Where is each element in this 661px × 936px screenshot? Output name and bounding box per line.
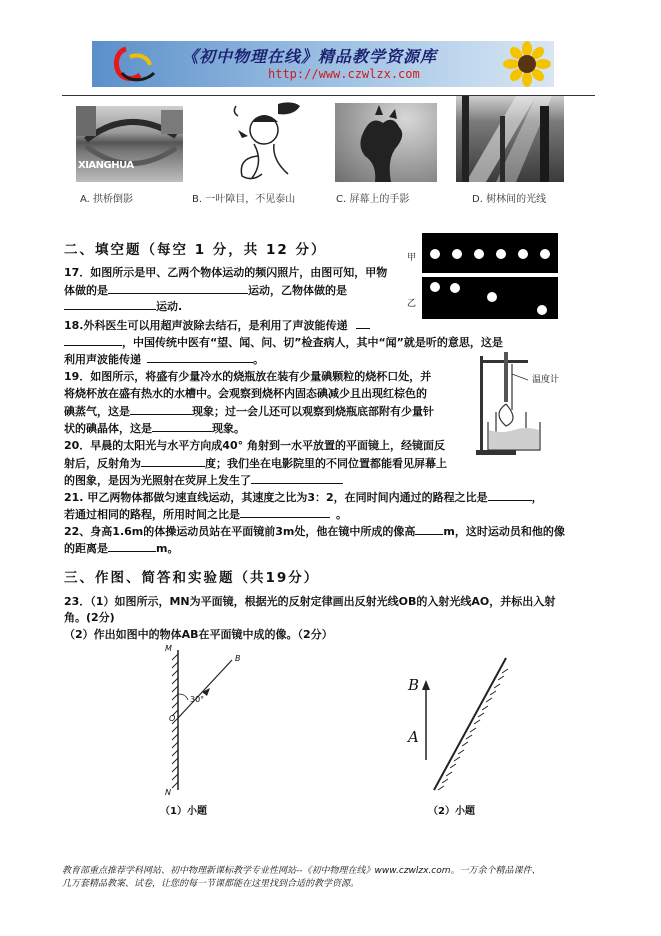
- option-b-letter: B.: [192, 194, 203, 205]
- q22-line1: [64, 523, 565, 539]
- q17-line2-a: 体做的是: [64, 284, 108, 297]
- banner-logo-icon: [98, 43, 168, 85]
- q17-blank-1: [108, 282, 248, 294]
- banner-title: 《初中物理在线》精品教学资源库: [182, 47, 438, 66]
- q18-line1: [64, 317, 370, 333]
- strobe-photo-yi: [422, 277, 558, 319]
- option-c-letter: C.: [336, 194, 347, 205]
- section-2-title: 二、填空题（每空 1 分，共 12 分）: [64, 242, 327, 258]
- image-forest-light: [456, 96, 564, 182]
- fig1-label-m: M: [165, 644, 172, 653]
- q21-line1: [64, 489, 543, 505]
- option-b-text: 一叶障目，不见泰山: [205, 194, 296, 205]
- q17-blank-2: [64, 298, 156, 310]
- q17-line1: 17．如图所示是甲、乙两个物体运动的频闪照片，由图可知，甲物: [64, 266, 388, 279]
- q21-blank-1: [488, 489, 532, 501]
- mirror-reflection-figure: [160, 644, 270, 800]
- q17-line2: [64, 282, 347, 298]
- q21-blank-2: [240, 506, 330, 518]
- fig1-label-b: B: [235, 654, 241, 663]
- image-watermark: XIANGHUA: [78, 160, 134, 171]
- image-hand-shadow: [335, 103, 437, 182]
- fig2-label-a: A: [408, 728, 419, 746]
- yi-balls-icon: [422, 277, 558, 319]
- q20-blank-1: [141, 455, 205, 467]
- q19-line4-a: 状的碘晶体，这是: [64, 422, 152, 435]
- footer-line1: 教育部重点推荐学科网站、初中物理新课标教学专业性网站--《初中物理在线》www.czwlzx.com。一万余个精品课件、: [62, 866, 541, 876]
- q21-line1-b: ，: [531, 491, 543, 504]
- q18-blank-1a: [356, 317, 370, 329]
- q22-line2: [64, 540, 178, 556]
- q19-line4-b: 现象。: [212, 422, 245, 435]
- option-a-caption: [80, 190, 133, 205]
- q20-line2-a: 射后，反射角为: [64, 457, 141, 470]
- q19-blank-2: [152, 420, 212, 432]
- q22-line1-b: m，这时运动员和他的像: [443, 525, 565, 538]
- q18-line2-text: ，中国传统中医有“望、闻、问、切”检查病人，其中“闻”就是听的意思，这是: [122, 336, 503, 349]
- sunflower-icon: [500, 41, 554, 87]
- q17-line3-text: 运动.: [156, 300, 183, 313]
- q18-line1-text: 18.外科医生可以用超声波除去结石，是利用了声波能传递: [64, 319, 348, 332]
- q21-line2: [64, 506, 347, 522]
- q22-blank-2: [108, 540, 156, 552]
- option-d-caption: [472, 190, 546, 205]
- q19-line2: 将烧杯放在盛有热水的水槽中。会观察到烧杯内固态碘减少且出现红棕色的: [64, 387, 427, 400]
- option-d-letter: D.: [472, 194, 483, 205]
- q18-line3-a: 利用声波能传递: [64, 353, 141, 366]
- image-bridge-reflection: [76, 106, 183, 182]
- option-c-text: 屏幕上的手影: [349, 194, 410, 205]
- q18-line3-b: 。: [253, 353, 264, 366]
- option-a-letter: A.: [80, 194, 90, 205]
- q20-line3-text: 的图象，是因为光照射在荧屏上发生了: [64, 474, 251, 487]
- q23-line1: 23．（1）如图所示，MN为平面镜，根据光的反射定律画出反射光线OB的入射光线AO，并标出入射: [64, 595, 556, 608]
- fig2-caption: （2）小题: [428, 806, 475, 817]
- fig1-label-o: O: [169, 714, 176, 723]
- thermometer-label: 温度计: [532, 375, 560, 385]
- strobe-photo-jia: [422, 233, 558, 273]
- q18-line3: [64, 351, 264, 367]
- banner-url: http://www.czwlzx.com: [268, 67, 420, 81]
- hand-shadow-shape-icon: [335, 103, 437, 182]
- option-c-caption: [336, 190, 409, 205]
- image-leaf-blocking-eye: [218, 96, 318, 182]
- option-d-text: 树林间的光线: [486, 194, 547, 205]
- fig1-angle: 30°: [190, 695, 205, 704]
- section-3-title: 三、作图、简答和实验题（共19分）: [64, 570, 320, 586]
- q20-line3: [64, 472, 343, 488]
- forest-rays-icon: [456, 96, 564, 182]
- q19-line3: [64, 403, 434, 419]
- q22-line1-a: 22、身高1.6m的体操运动员站在平面镜前3m处，他在镜中所成的像高: [64, 525, 416, 538]
- header-banner: [92, 41, 554, 87]
- q20-blank-2: [251, 472, 343, 484]
- option-a-text: 拱桥倒影: [93, 194, 134, 205]
- q21-line2-a: 若通过相同的路程，所用时间之比是: [64, 508, 240, 521]
- fig1-label-n: N: [165, 788, 171, 797]
- q19-line4: [64, 420, 245, 436]
- jia-balls-icon: [422, 233, 558, 273]
- q17-line2-b: 运动，乙物体做的是: [248, 284, 347, 297]
- q23-line3: （2）作出如图中的物体AB在平面镜中成的像。（2分）: [64, 628, 333, 641]
- photo-label-yi: 乙: [407, 299, 417, 309]
- q22-line2-b: m。: [156, 542, 179, 555]
- q19-line3-b: 现象；过一会儿还可以观察到烧瓶底部附有少量针: [192, 405, 434, 418]
- object-mirror-figure: [398, 650, 518, 795]
- q22-blank-1: [415, 523, 443, 535]
- q23-line2: 角。(2分): [64, 611, 115, 624]
- q17-line3: [64, 298, 182, 314]
- q20-line1: 20．早晨的太阳光与水平方向成40° 角射到一水平放置的平面镜上，经镜面反: [64, 439, 445, 452]
- q21-line1-a: 21. 甲乙两物体都做匀速直线运动，其速度之比为3：2，在同时间内通过的路程之比是: [64, 491, 488, 504]
- q19-blank-1: [130, 403, 192, 415]
- q19-line3-a: 碘蒸气，这是: [64, 405, 130, 418]
- fig1-caption: （1）小题: [160, 806, 207, 817]
- q18-blank-2: [147, 351, 253, 363]
- footer-line2: 几万套精品教案、试卷，让您的每一节课都能在这里找到合适的教学资源。: [62, 879, 360, 889]
- q18-blank-1b: [64, 334, 122, 346]
- photo-label-jia: 甲: [407, 253, 417, 263]
- q18-line2: [64, 334, 503, 350]
- q22-line2-a: 的距离是: [64, 542, 108, 555]
- q20-line2: [64, 455, 447, 471]
- option-b-caption: [192, 190, 295, 205]
- q21-line2-b: 。: [336, 508, 347, 521]
- iodine-apparatus-figure: [468, 350, 578, 458]
- q20-line2-b: 度；我们坐在电影院里的不同位置都能看见屏幕上: [205, 457, 447, 470]
- q19-line1: 19．如图所示，将盛有少量冷水的烧瓶放在装有少量碘颗粒的烧杯口处，并: [64, 370, 432, 383]
- fig2-label-b: B: [408, 676, 420, 694]
